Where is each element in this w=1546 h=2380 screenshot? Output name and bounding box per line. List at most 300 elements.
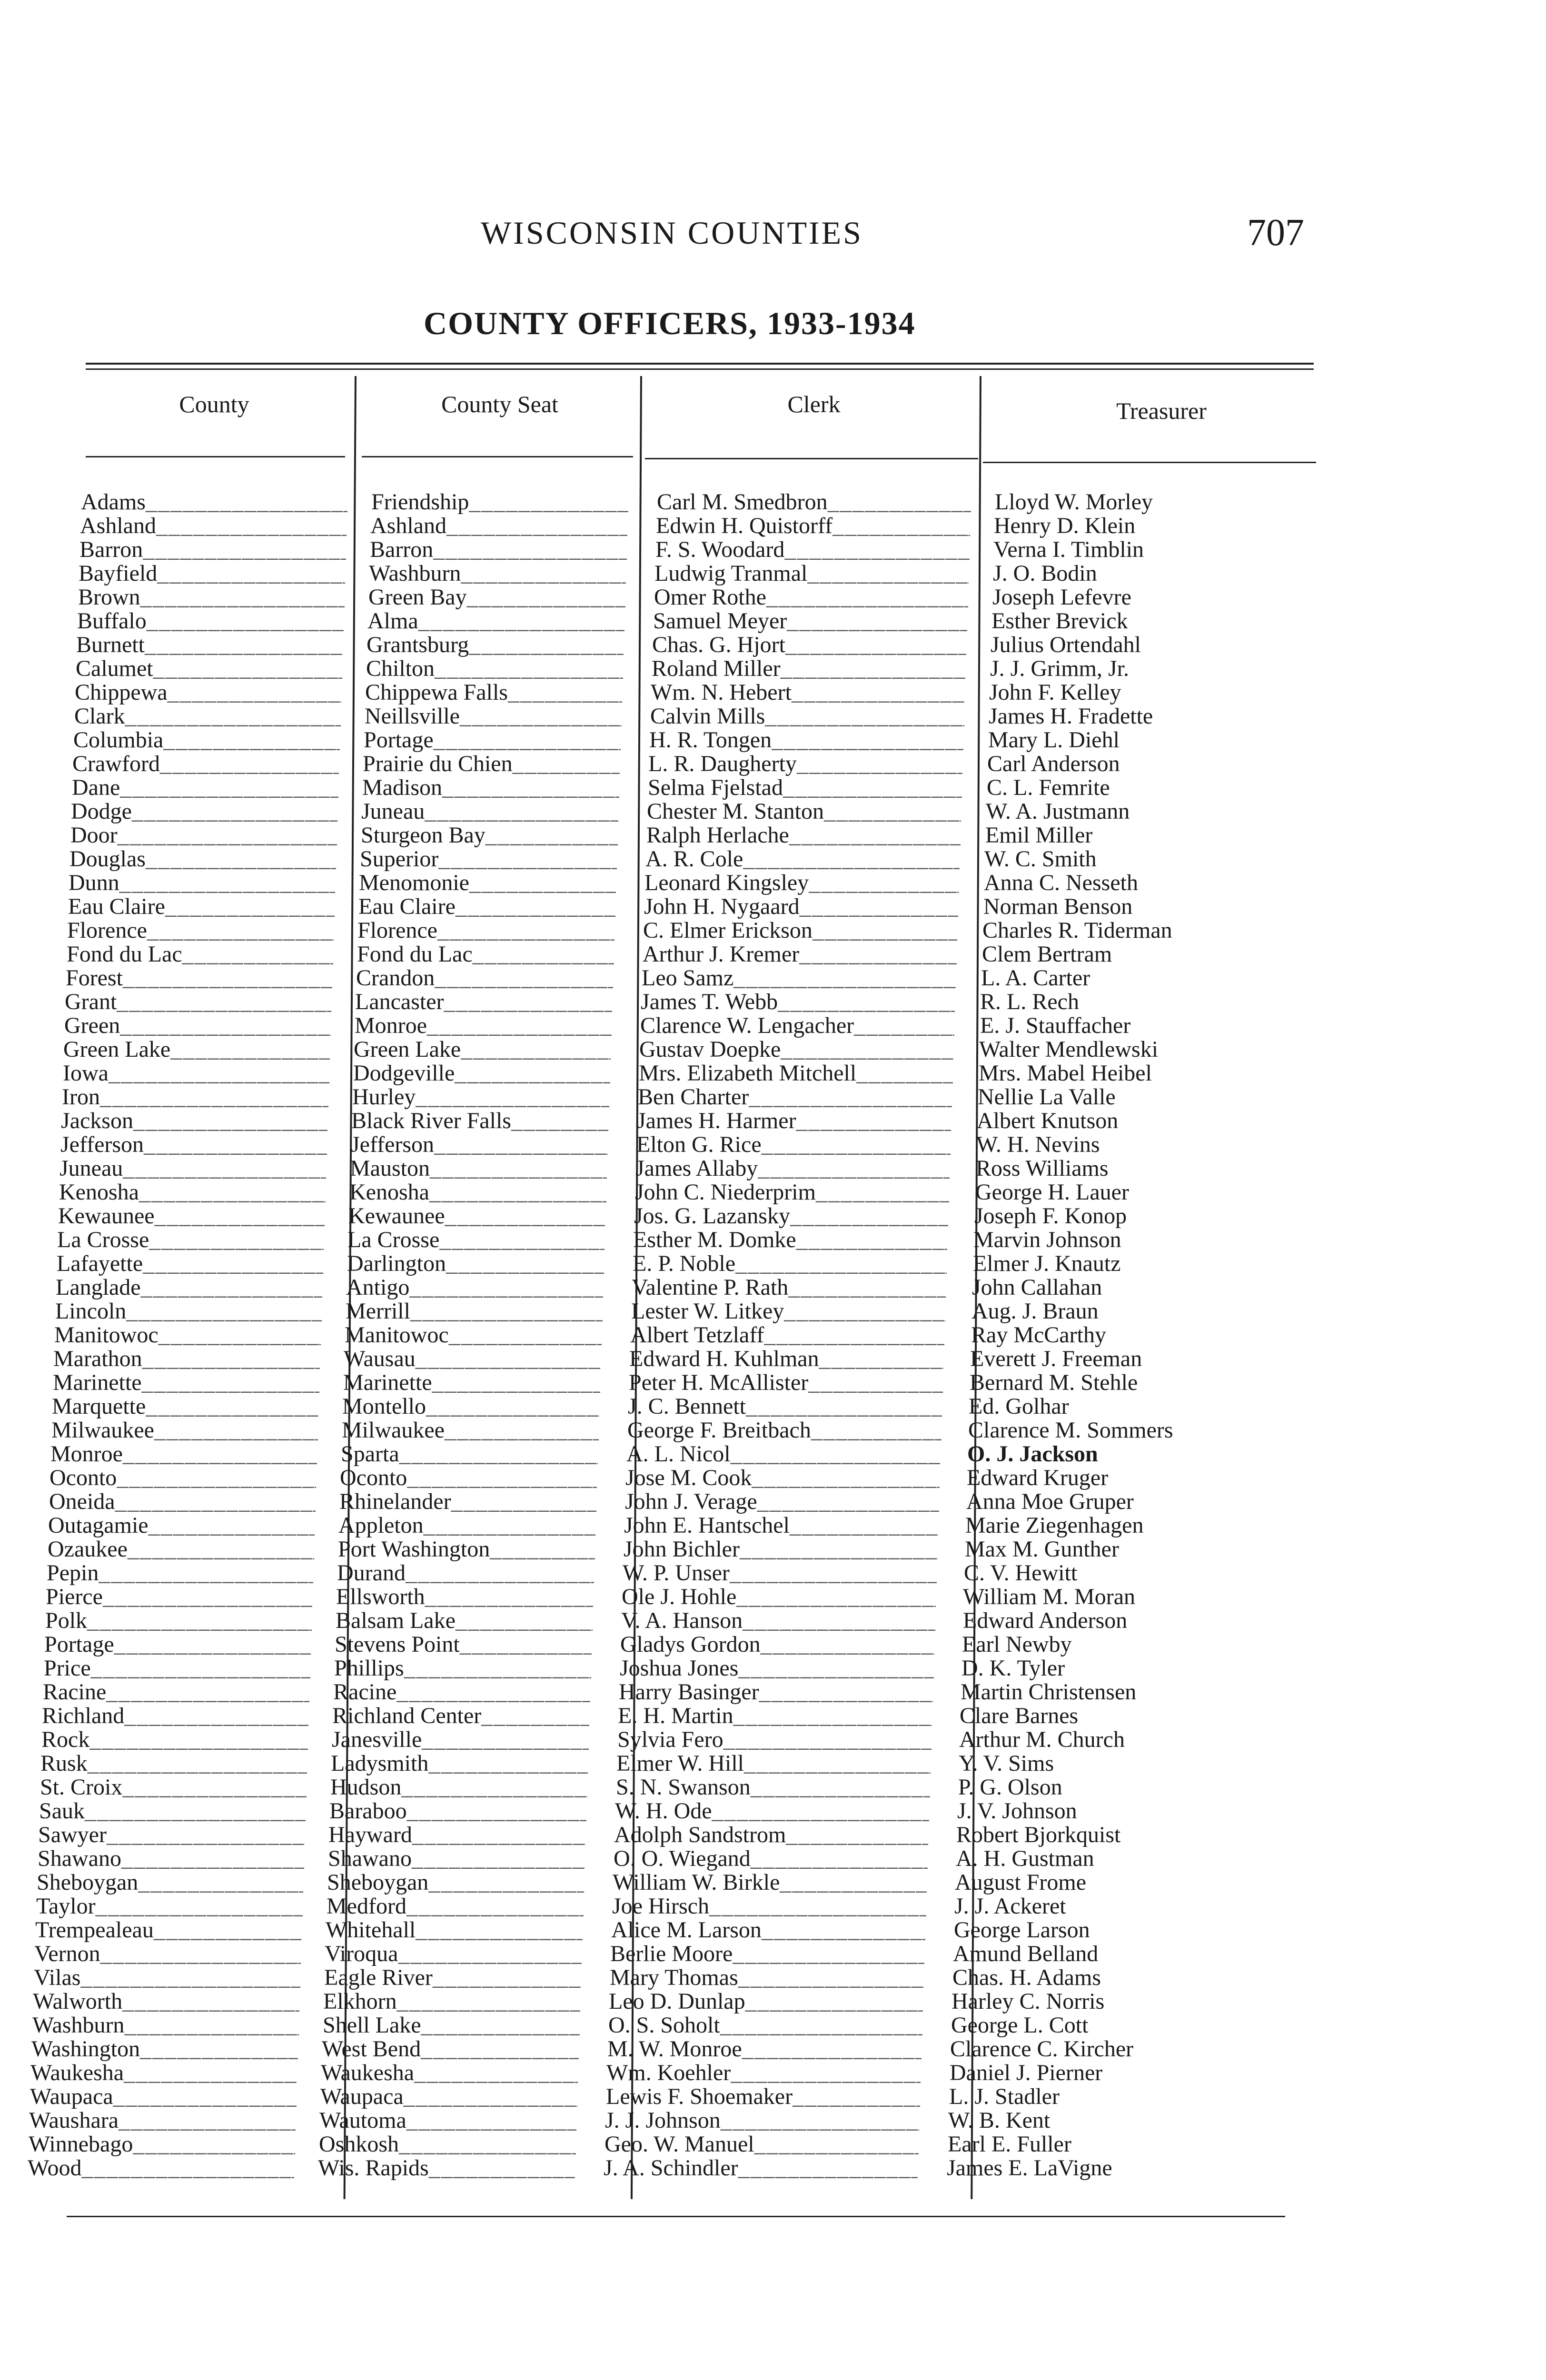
county-seat-cell-text: Eau Claire (358, 895, 456, 919)
clerk-cell-text: Wm. Koehler (606, 2061, 731, 2085)
county-seat-cell (348, 1204, 605, 1228)
leader-dots (406, 1894, 584, 1918)
clerk-cell-text: Jose M. Cook (625, 1466, 752, 1490)
table-row (0, 1228, 1546, 1252)
treasurer-cell-text: Nellie La Valle (978, 1085, 1116, 1109)
treasurer-cell (950, 2037, 1378, 2061)
treasurer-cell (966, 1490, 1395, 1514)
treasurer-cell-text: Earl E. Fuller (948, 2132, 1071, 2156)
county-cell-text: Milwaukee (51, 1418, 154, 1442)
leader-dots (461, 562, 626, 585)
county-cell (74, 704, 341, 728)
leader-dots (809, 871, 959, 895)
leader-dots (91, 1656, 310, 1680)
county-cell (53, 1347, 320, 1371)
table-row (0, 1204, 1546, 1228)
leader-dots (720, 2013, 922, 2037)
county-cell (70, 823, 337, 847)
clerk-cell (616, 1752, 931, 1775)
county-seat-cell-text: Madison (362, 776, 442, 800)
clerk-cell (612, 1894, 926, 1918)
leader-dots (736, 1585, 936, 1609)
clerk-cell (629, 1371, 943, 1395)
county-cell (81, 490, 347, 514)
leader-dots (430, 1157, 607, 1180)
leader-dots (139, 1180, 326, 1204)
treasurer-cell (958, 1775, 1387, 1799)
treasurer-cell-text: Mary L. Diehl (988, 728, 1120, 752)
treasurer-cell (963, 1609, 1391, 1633)
county-seat-cell-text: Florence (357, 919, 437, 942)
clerk-cell (656, 514, 970, 538)
leader-dots (762, 1918, 925, 1942)
leader-dots (761, 1633, 934, 1656)
clerk-cell-text: Adolph Sandstrom (614, 1823, 786, 1847)
county-seat-cell-text: Hayward (328, 1823, 412, 1847)
treasurer-cell-text: Joseph F. Konop (974, 1204, 1127, 1228)
leader-dots (765, 704, 964, 728)
leader-dots (772, 728, 963, 752)
clerk-cell-text: Gustav Doepke (639, 1038, 781, 1061)
treasurer-cell (989, 681, 1417, 704)
clerk-cell (638, 1085, 952, 1109)
treasurer-cell (951, 2013, 1379, 2037)
leader-dots (124, 2061, 297, 2085)
clerk-cell-text: John Bichler (624, 1537, 740, 1561)
clerk-cell-text: A. R. Cole (645, 847, 743, 871)
clerk-cell-text: E. H. Martin (618, 1704, 733, 1728)
county-cell-text: Winnebago (29, 2132, 133, 2156)
treasurer-cell-text: J. V. Johnson (957, 1799, 1077, 1823)
county-cell-text: Burnett (76, 633, 145, 657)
county-cell-text: Bayfield (79, 562, 158, 585)
clerk-cell-text: H. R. Tongen (649, 728, 772, 752)
clerk-cell (650, 704, 964, 728)
county-seat-cell (323, 1990, 580, 2013)
treasurer-cell-text: C. V. Hewitt (964, 1561, 1078, 1585)
clerk-cell (642, 966, 956, 990)
county-seat-cell-text: Chippewa Falls (365, 681, 508, 704)
treasurer-cell (995, 490, 1423, 514)
clerk-cell (654, 562, 969, 585)
county-seat-cell (319, 2132, 576, 2156)
county-cell-text: Calumet (76, 657, 153, 681)
treasurer-cell-text: Ross Williams (976, 1157, 1109, 1180)
county-seat-cell-text: Washburn (369, 562, 461, 585)
treasurer-cell-text: Elmer J. Knautz (973, 1252, 1121, 1276)
county-cell-text: Eau Claire (68, 895, 165, 919)
county-seat-cell (351, 1133, 608, 1157)
leader-dots (429, 2156, 575, 2180)
clerk-cell-text: Albert Tetzlaff (630, 1323, 764, 1347)
treasurer-cell (967, 1466, 1395, 1490)
county-seat-cell (357, 919, 614, 942)
county-seat-cell-text: Sheboygan (327, 1871, 429, 1894)
county-cell (52, 1395, 318, 1418)
table-row (0, 2037, 1546, 2061)
clerk-cell-text: Peter H. McAllister (629, 1371, 809, 1395)
clerk-cell-text: Jos. G. Lazansky (634, 1204, 790, 1228)
county-seat-cell (345, 1323, 602, 1347)
leader-dots (80, 1966, 300, 1990)
leader-dots (784, 538, 970, 562)
leader-dots (154, 1918, 302, 1942)
county-seat-cell-text: Portage (364, 728, 434, 752)
treasurer-cell-text: P. G. Olson (958, 1775, 1062, 1799)
leader-dots (745, 1990, 923, 2013)
table-row (0, 1847, 1546, 1871)
table-row (0, 1799, 1546, 1823)
leader-dots (766, 585, 968, 609)
county-seat-cell (319, 2109, 576, 2132)
treasurer-cell-text: Marie Ziegenhagen (965, 1514, 1144, 1537)
leader-dots (123, 1157, 326, 1180)
county-cell-text: Rusk (40, 1752, 88, 1775)
clerk-cell (620, 1656, 934, 1680)
leader-dots (434, 1133, 608, 1157)
treasurer-cell (962, 1633, 1390, 1656)
leader-dots (742, 2037, 922, 2061)
leader-dots (764, 1323, 944, 1347)
clerk-cell-text: F. S. Woodard (655, 538, 785, 562)
leader-dots (799, 942, 957, 966)
clerk-cell-text: Edward H. Kuhlman (629, 1347, 819, 1371)
table-row (0, 1395, 1546, 1418)
leader-dots (100, 1942, 301, 1966)
treasurer-cell (955, 1871, 1383, 1894)
county-seat-cell (323, 2013, 580, 2037)
treasurer-cell (987, 752, 1416, 776)
county-cell (71, 800, 337, 823)
treasurer-cell (976, 1157, 1404, 1180)
county-seat-cell-text: Barron (370, 538, 434, 562)
treasurer-cell-text: Joseph Lefevre (992, 585, 1131, 609)
county-seat-cell-text: Dodgeville (353, 1061, 455, 1085)
treasurer-cell (974, 1204, 1403, 1228)
leader-dots (138, 1871, 303, 1894)
county-seat-cell-text: Whitehall (326, 1918, 416, 1942)
clerk-cell-text: Samuel Meyer (653, 609, 787, 633)
county-cell-text: Langlade (56, 1276, 141, 1299)
county-seat-cell (361, 800, 618, 823)
clerk-cell (609, 1990, 923, 2013)
county-cell-text: Walworth (33, 1990, 123, 2013)
county-cell (76, 633, 343, 657)
county-seat-cell (334, 1656, 591, 1680)
leader-dots (811, 1418, 941, 1442)
county-seat-cell (332, 1728, 589, 1752)
table-row (0, 919, 1546, 942)
treasurer-cell-text: J. J. Grimm, Jr. (990, 657, 1130, 681)
county-seat-cell (369, 562, 626, 585)
leader-dots (754, 2132, 919, 2156)
table-row (0, 2132, 1546, 2156)
leader-dots (824, 800, 961, 823)
county-cell (57, 1228, 324, 1252)
clerk-cell (617, 1728, 932, 1752)
leader-dots (125, 704, 341, 728)
leader-dots (785, 633, 966, 657)
county-cell (76, 657, 342, 681)
leader-dots (140, 585, 345, 609)
treasurer-cell-text: E. J. Stauffacher (980, 1014, 1131, 1038)
leader-dots (832, 514, 970, 538)
treasurer-cell (991, 609, 1420, 633)
county-cell (55, 1299, 322, 1323)
county-seat-cell (321, 2061, 578, 2085)
header-rule-county (86, 456, 345, 457)
clerk-cell-text: Roland Miller (652, 657, 781, 681)
clerk-cell (614, 1847, 928, 1871)
county-cell (33, 1990, 299, 2013)
leader-dots (744, 1752, 931, 1775)
county-seat-cell-text: Medford (327, 1894, 406, 1918)
county-seat-cell-text: Milwaukee (342, 1418, 445, 1442)
clerk-cell-text: Esther M. Domke (633, 1228, 796, 1252)
county-cell-text: Wood (28, 2156, 82, 2180)
county-cell-text: Taylor (36, 1894, 96, 1918)
leader-dots (856, 1061, 953, 1085)
clerk-cell-text: S. N. Swanson (616, 1775, 751, 1799)
leader-dots (790, 1204, 948, 1228)
clerk-cell (655, 538, 970, 562)
leader-dots (733, 966, 956, 990)
county-seat-cell-text: Baraboo (329, 1799, 407, 1823)
leader-dots (446, 514, 627, 538)
county-seat-cell (359, 871, 616, 895)
county-seat-cell (347, 1228, 605, 1252)
treasurer-cell (968, 1418, 1397, 1442)
leader-dots (122, 1775, 307, 1799)
leader-dots (85, 1799, 306, 1823)
leader-dots (730, 1561, 937, 1585)
county-cell-text: Outagamie (48, 1514, 149, 1537)
clerk-cell (628, 1395, 942, 1418)
clerk-cell-text: James Allaby (635, 1157, 758, 1180)
leader-dots (159, 1323, 321, 1347)
clerk-cell-text: W. H. Ode (615, 1799, 712, 1823)
county-seat-cell (327, 1871, 584, 1894)
leader-dots (149, 1228, 324, 1252)
leader-dots (740, 1537, 938, 1561)
clerk-cell (636, 1133, 951, 1157)
table-row (0, 562, 1546, 585)
county-cell-text: Iowa (63, 1061, 109, 1085)
county-seat-cell (363, 752, 620, 776)
leader-dots (723, 1728, 932, 1752)
table-row (0, 1775, 1546, 1799)
table-row (0, 1918, 1546, 1942)
clerk-cell (623, 1561, 937, 1585)
clerk-cell-text: Mary Thomas (610, 1966, 738, 1990)
county-seat-cell-text: Phillips (334, 1656, 404, 1680)
county-cell-text: Florence (67, 919, 147, 942)
county-cell (72, 752, 339, 776)
county-seat-cell (347, 1252, 604, 1276)
treasurer-cell (970, 1371, 1398, 1395)
county-cell (48, 1514, 315, 1537)
county-cell (51, 1418, 318, 1442)
county-seat-cell-text: Manitowoc (345, 1323, 449, 1347)
clerk-cell (622, 1585, 936, 1609)
table-row (0, 1514, 1546, 1537)
county-cell (58, 1204, 325, 1228)
county-seat-cell (370, 538, 627, 562)
county-seat-cell (370, 514, 627, 538)
clerk-cell-text: Elton G. Rice (636, 1133, 762, 1157)
leader-dots (118, 823, 337, 847)
county-seat-cell-text: Montello (342, 1395, 426, 1418)
leader-dots (126, 1299, 322, 1323)
treasurer-cell-text: Henry D. Klein (994, 514, 1136, 538)
leader-dots (128, 1537, 314, 1561)
clerk-cell (634, 1204, 948, 1228)
leader-dots (89, 1728, 308, 1752)
leader-dots (469, 633, 624, 657)
treasurer-cell-text: O. J. Jackson (967, 1442, 1098, 1466)
table-row (0, 1894, 1546, 1918)
leader-dots (433, 1966, 581, 1990)
county-cell (48, 1537, 314, 1561)
leader-dots (99, 1561, 313, 1585)
leader-dots (490, 1537, 595, 1561)
treasurer-cell-text: August Frome (955, 1871, 1086, 1894)
treasurer-cell-text: Norman Benson (983, 895, 1133, 919)
treasurer-cell (954, 1918, 1382, 1942)
treasurer-cell-text: L. J. Stadler (949, 2085, 1060, 2109)
treasurer-cell (985, 823, 1414, 847)
leader-dots (103, 1585, 312, 1609)
treasurer-cell-text: C. L. Femrite (987, 776, 1110, 800)
county-seat-cell-text: Kewaunee (348, 1204, 445, 1228)
leader-dots (416, 1347, 601, 1371)
table-row (0, 1466, 1546, 1490)
county-seat-cell-text: Richland Center (332, 1704, 482, 1728)
table-row (0, 1585, 1546, 1609)
leader-dots (786, 1823, 928, 1847)
county-seat-cell (340, 1466, 597, 1490)
column-header-treasurer: Treasurer (1116, 397, 1207, 424)
clerk-cell-text: Mrs. Elizabeth Mitchell (639, 1061, 857, 1085)
clerk-cell-text: Lewis F. Shoemaker (606, 2085, 793, 2109)
leader-dots (412, 1823, 585, 1847)
county-cell-text: Shawano (38, 1847, 121, 1871)
treasurer-cell-text: James H. Fradette (989, 704, 1153, 728)
leader-dots (428, 1871, 584, 1894)
treasurer-cell (971, 1299, 1400, 1323)
county-seat-cell (320, 2085, 577, 2109)
clerk-cell-text: Harry Basinger (619, 1680, 759, 1704)
leader-dots (780, 1871, 927, 1894)
county-cell-text: Lincoln (55, 1299, 127, 1323)
county-seat-cell (322, 2037, 579, 2061)
county-seat-cell-text: Neillsville (365, 704, 460, 728)
treasurer-cell (975, 1180, 1404, 1204)
clerk-cell-text: John E. Hantschel (624, 1514, 790, 1537)
leader-dots (460, 1633, 592, 1656)
county-seat-cell (318, 2156, 575, 2180)
leader-dots (170, 1038, 330, 1061)
treasurer-cell (991, 633, 1419, 657)
treasurer-cell-text: Emil Miller (985, 823, 1093, 847)
clerk-cell (631, 1299, 945, 1323)
clerk-cell (608, 2013, 922, 2037)
county-cell (38, 1847, 304, 1871)
county-cell-text: Dunn (69, 871, 119, 895)
county-cell-text: Washburn (32, 2013, 125, 2037)
leader-dots (398, 1942, 582, 1966)
treasurer-cell (960, 1704, 1388, 1728)
county-seat-cell-text: Balsam Lake (336, 1609, 456, 1633)
clerk-cell-text: Selma Fjelstad (648, 776, 783, 800)
county-seat-cell (349, 1180, 606, 1204)
leader-dots (481, 1704, 589, 1728)
leader-dots (406, 1561, 594, 1585)
clerk-cell-text: Berlie Moore (610, 1942, 733, 1966)
clerk-cell (639, 1061, 953, 1085)
county-seat-cell-text: Sturgeon Bay (361, 823, 486, 847)
treasurer-cell-text: Charles R. Tiderman (982, 919, 1172, 942)
clerk-cell-text: Wm. N. Hebert (651, 681, 792, 704)
county-cell (57, 1252, 323, 1276)
running-head (0, 214, 1546, 257)
table-row (0, 1157, 1546, 1180)
treasurer-cell (973, 1252, 1401, 1276)
county-seat-cell-text: Wis. Rapids (318, 2156, 429, 2180)
county-seat-cell (357, 942, 614, 966)
county-seat-cell-text: Kenosha (349, 1180, 429, 1204)
county-cell-text: Manitowoc (54, 1323, 159, 1347)
county-seat-cell (351, 1109, 608, 1133)
county-cell (72, 776, 338, 800)
leader-dots (182, 942, 333, 966)
table-row (0, 1085, 1546, 1109)
treasurer-cell-text: George H. Lauer (975, 1180, 1129, 1204)
leader-dots (418, 609, 624, 633)
table-row (0, 1323, 1546, 1347)
county-seat-cell-text: Green Bay (368, 585, 467, 609)
county-seat-cell-text: Eagle River (324, 1966, 433, 1990)
treasurer-cell (981, 966, 1409, 990)
treasurer-cell-text: W. B. Kent (948, 2109, 1050, 2132)
clerk-cell (611, 1918, 925, 1942)
treasurer-cell-text: Y. V. Sims (959, 1752, 1054, 1775)
county-cell (59, 1157, 326, 1180)
county-cell-text: Crawford (72, 752, 160, 776)
county-seat-cell (338, 1514, 595, 1537)
county-cell-text: Ashland (80, 514, 156, 538)
county-cell-text: St. Croix (40, 1775, 123, 1799)
table-row (0, 609, 1546, 633)
clerk-cell (618, 1704, 932, 1728)
leader-dots (120, 776, 338, 800)
leader-dots (160, 752, 339, 776)
county-cell-text: Richland (42, 1704, 125, 1728)
county-cell-text: Iron (62, 1085, 100, 1109)
table-row (0, 1537, 1546, 1561)
table-row (0, 538, 1546, 562)
county-seat-cell (366, 657, 623, 681)
county-cell-text: Dodge (71, 800, 132, 823)
leader-dots (444, 990, 612, 1014)
treasurer-cell-text: Arthur M. Church (959, 1728, 1125, 1752)
county-seat-cell-text: Stevens Point (335, 1633, 460, 1656)
table-row (0, 1990, 1546, 2013)
leader-dots (783, 776, 962, 800)
county-cell (79, 562, 345, 585)
leader-dots (460, 704, 622, 728)
county-seat-cell-text: Ashland (370, 514, 446, 538)
